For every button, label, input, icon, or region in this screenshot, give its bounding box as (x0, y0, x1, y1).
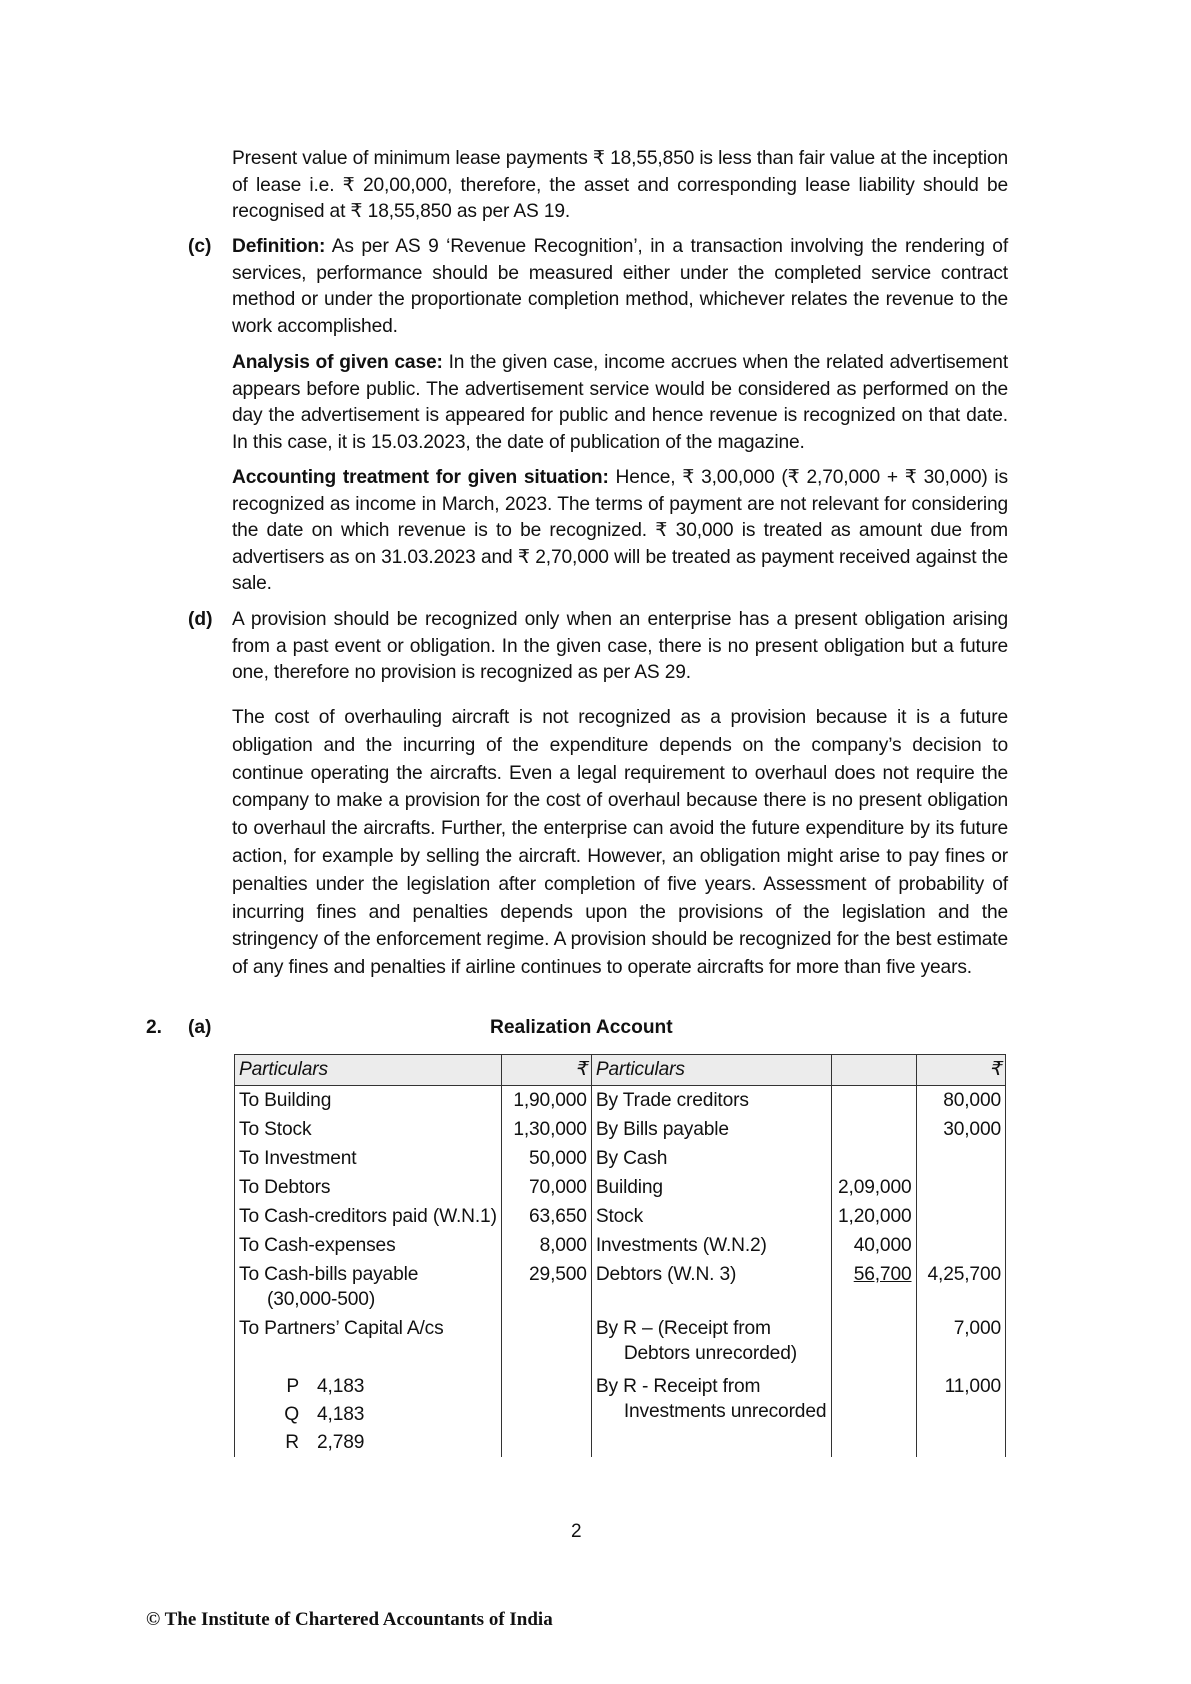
partners-list (235, 1368, 502, 1457)
item-d-paragraph-2: The cost of overhauling aircraft is not recognized as a provision because it is a future obligation and the incurring of the expenditure depends on the company’s decision to continue operating the aircrafts. Even a legal requirement to overhaul does not require the company to make a provision for the cost of overhaul because there is no present obligation to overhaul the aircrafts. Further, the enterprise can avoid the future expenditure by its future action, for example by selling the aircraft. However, an obligation might arise to pay fines or penalties under the legislation after completion of five years. Assessment of probability of incurring fines and penalties depends upon the provisions of the legislation and the stringency of the enforcement regime. A provision should be recognized for the best estimate of any fines and penalties if airline continues to operate aircrafts for more than five years. (232, 707, 1008, 979)
header-subcolumn (832, 1055, 916, 1086)
debit-amount: 1,90,000 (502, 1086, 591, 1116)
credit-particular: By Trade creditors (591, 1086, 831, 1116)
credit-amount: 80,000 (916, 1086, 1006, 1116)
table-row (235, 1144, 1006, 1173)
debit-amount: 50,000 (502, 1144, 591, 1173)
credit-amount: 30,000 (916, 1115, 1006, 1144)
partner-row (239, 1430, 497, 1455)
debit-particular: To Stock (235, 1115, 502, 1144)
debit-particular: To Debtors (235, 1173, 502, 1202)
credit-amount (916, 1144, 1006, 1173)
credit-particular: Building (591, 1173, 831, 1202)
credit-particular (591, 1314, 831, 1368)
credit-subamount (832, 1260, 916, 1314)
credit-subamount (832, 1086, 916, 1116)
table-header-row (235, 1055, 1006, 1086)
table-row (235, 1314, 1006, 1368)
partner-amount: 4,183 (317, 1404, 365, 1425)
credit-subamount (832, 1368, 916, 1457)
treatment-label: Accounting treatment for given situation: (232, 467, 609, 488)
debit-particular (235, 1260, 502, 1314)
credit-amount (916, 1173, 1006, 1202)
debit-particular: To Partners’ Capital A/cs (235, 1314, 502, 1368)
credit-subamount (832, 1115, 916, 1144)
credit-subamount-underlined: 56,700 (853, 1264, 912, 1285)
table-row (235, 1173, 1006, 1202)
credit-subamount (832, 1314, 916, 1368)
debit-amount: 70,000 (502, 1173, 591, 1202)
credit-subamount (832, 1144, 916, 1173)
credit-subamount: 40,000 (832, 1231, 916, 1260)
debit-amount: 29,500 (502, 1260, 591, 1314)
credit-particular: Debtors (W.N. 3) (591, 1260, 831, 1314)
debit-particular: To Investment (235, 1144, 502, 1173)
item-d-marker: (d) (188, 609, 213, 630)
partner-row (239, 1374, 497, 1399)
definition-text: As per AS 9 ‘Revenue Recognition’, in a transaction involving the rendering of services, performance should be measured either under the completed service contract method or under the proportionate completion method, whichever relates the revenue to the work accomplished. (232, 236, 1008, 337)
table-row (235, 1368, 1006, 1457)
credit-particular-line2: Debtors unrecorded) (623, 1343, 797, 1364)
credit-amount: 7,000 (916, 1314, 1006, 1368)
partner-name: Q (284, 1404, 299, 1425)
question-part: (a) (188, 1017, 212, 1038)
item-c-analysis (232, 350, 1008, 456)
definition-label: Definition: (232, 236, 326, 257)
debit-particular: To Cash-expenses (235, 1231, 502, 1260)
question-number: 2. (146, 1017, 163, 1038)
debit-amount: 8,000 (502, 1231, 591, 1260)
credit-subamount: 1,20,000 (832, 1202, 916, 1231)
header-particulars-left: Particulars (235, 1055, 502, 1086)
analysis-label: Analysis of given case: (232, 352, 443, 373)
item-c-marker: (c) (188, 236, 212, 257)
credit-subamount: 2,09,000 (832, 1173, 916, 1202)
debit-amount: 1,30,000 (502, 1115, 591, 1144)
debit-particular-line2: (30,000-500) (267, 1289, 376, 1310)
credit-particular: By Bills payable (591, 1115, 831, 1144)
item-c-treatment (232, 465, 1008, 598)
debit-amount (502, 1314, 591, 1368)
partner-name: R (285, 1432, 299, 1453)
debit-amount (502, 1368, 591, 1457)
debit-amount: 63,650 (502, 1202, 591, 1231)
partner-amount: 4,183 (317, 1376, 365, 1397)
credit-amount: 4,25,700 (916, 1260, 1006, 1314)
realization-account-table (234, 1054, 1006, 1457)
credit-particular: Investments (W.N.2) (591, 1231, 831, 1260)
table-row (235, 1086, 1006, 1116)
treatment-text: Hence, ₹ 3,00,000 (₹ 2,70,000 + ₹ 30,000) is recognized as income in March, 2023. The terms of payment are not relevant for considering the date on which revenue is to be recognized. ₹ 30,000 is treated as amount due from advertisers as on 31.03.2023 and ₹ 2,70,000 will be treated as payment received against the sale. (232, 467, 1008, 594)
table-row (235, 1231, 1006, 1260)
debit-particular-line1: To Cash-bills payable (239, 1264, 419, 1285)
table-row (235, 1260, 1006, 1314)
credit-particular-line1: By R - Receipt from (595, 1376, 761, 1397)
item-c-definition (232, 234, 1008, 340)
credit-particular-line1: By R – (Receipt from (595, 1318, 771, 1339)
credit-amount (916, 1202, 1006, 1231)
header-particulars-right: Particulars (591, 1055, 831, 1086)
credit-particular: By Cash (591, 1144, 831, 1173)
partner-row (239, 1402, 497, 1427)
page-number: 2 (571, 1521, 582, 1542)
header-currency-right: ₹ (916, 1055, 1006, 1086)
credit-particular (591, 1368, 831, 1457)
partner-name: P (286, 1376, 299, 1397)
partner-amount: 2,789 (317, 1432, 365, 1453)
credit-particular: Stock (591, 1202, 831, 1231)
table-row (235, 1115, 1006, 1144)
credit-particular-line2: Investments unrecorded (623, 1401, 827, 1422)
footer-copyright: © The Institute of Chartered Accountants of India (146, 1609, 553, 1630)
debit-particular: To Cash-creditors paid (W.N.1) (235, 1202, 502, 1231)
debit-particular: To Building (235, 1086, 502, 1116)
credit-amount (916, 1231, 1006, 1260)
header-currency-left: ₹ (502, 1055, 591, 1086)
item-d-paragraph-1: A provision should be recognized only when an enterprise has a present obligation arising from a past event or obligation. In the given case, there is no present obligation but a future one, therefore no provision is recognized as per AS 29. (232, 609, 1008, 683)
table-title: Realization Account (490, 1017, 673, 1038)
analysis-text: In the given case, income accrues when the related advertisement appears before public. The advertisement service would be considered as performed on the day the advertisement is appeared for public and hence revenue is recognized on that date. In this case, it is 15.03.2023, the date of publication of the magazine. (232, 352, 1008, 453)
intro-paragraph: Present value of minimum lease payments ₹ 18,55,850 is less than fair value at the inception of lease i.e. ₹ 20,00,000, therefore, the asset and corresponding lease liability should be recognised at ₹ 18,55,850 as per AS 19. (232, 148, 1008, 222)
credit-amount: 11,000 (916, 1368, 1006, 1457)
table-row (235, 1202, 1006, 1231)
